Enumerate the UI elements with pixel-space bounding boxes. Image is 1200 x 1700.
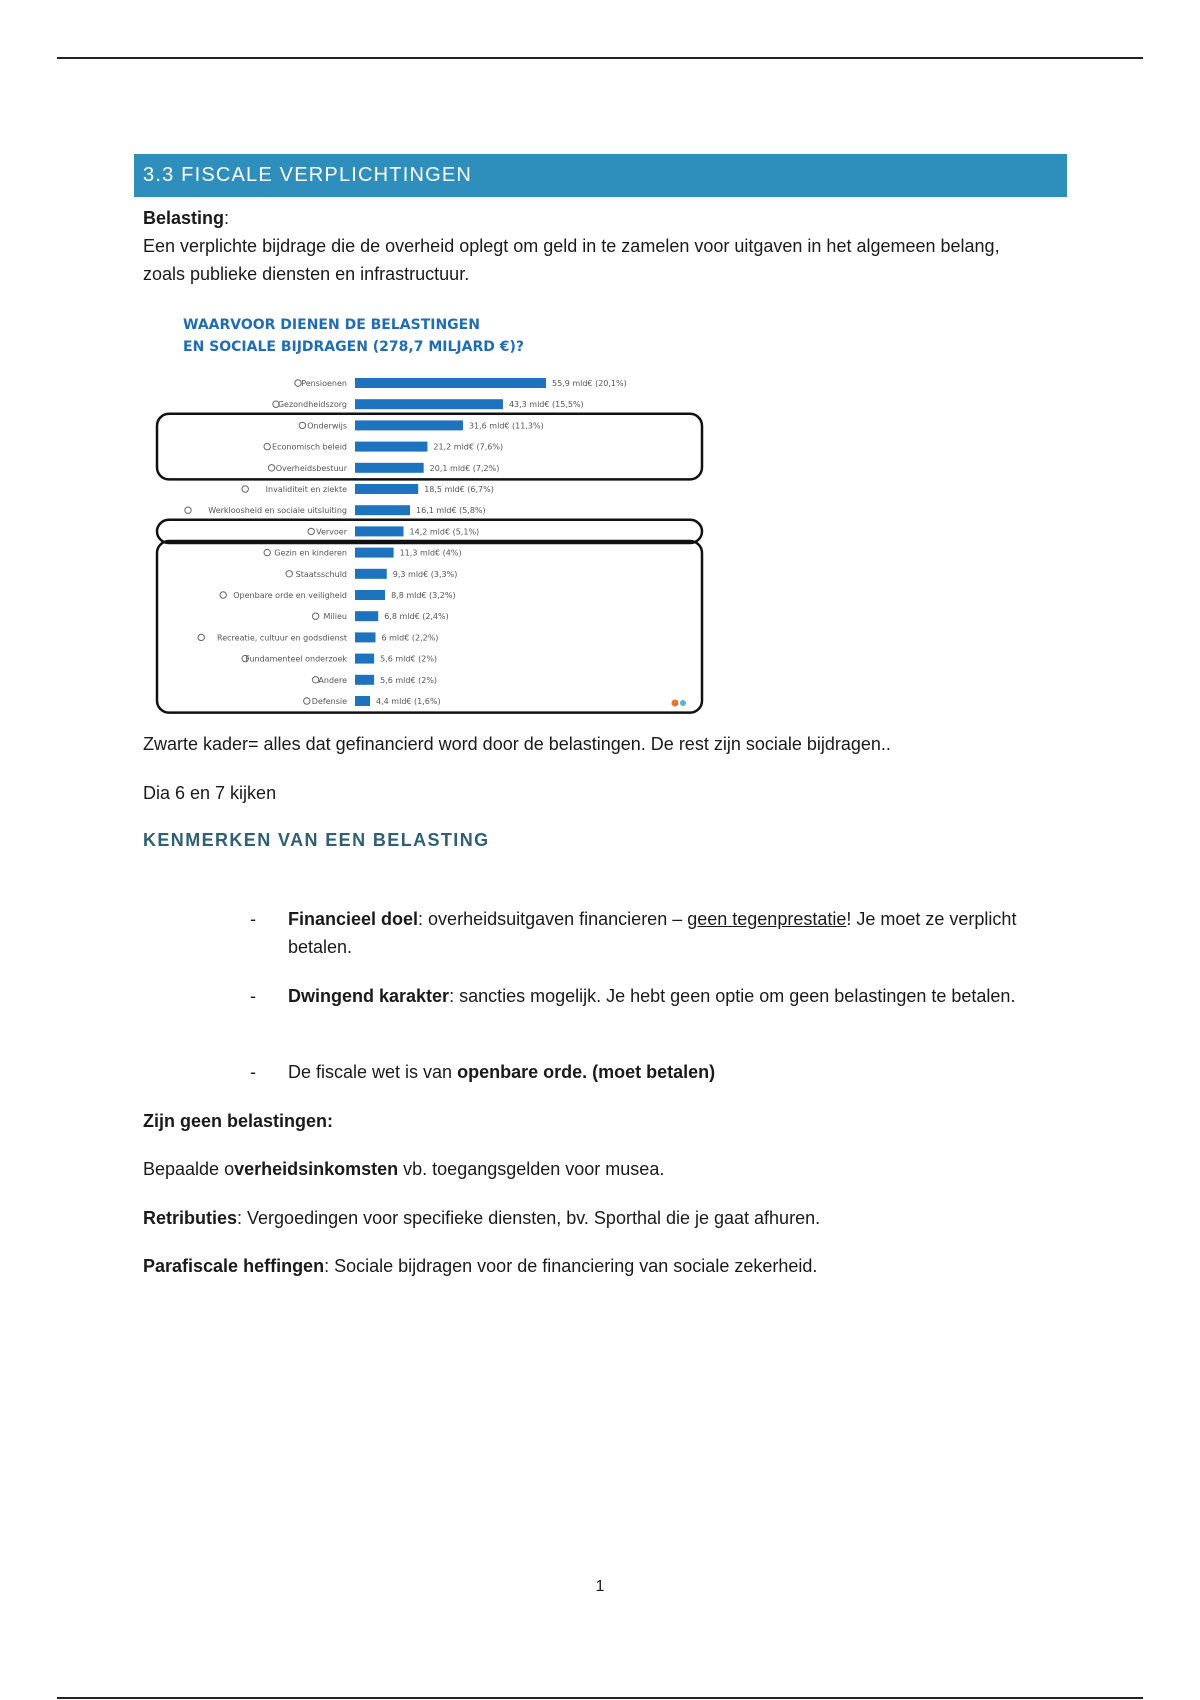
bar <box>355 654 374 664</box>
feature-text <box>288 905 1018 961</box>
feature-desc: De fiscale wet is van <box>288 1062 458 1082</box>
highlight-frame <box>157 541 702 713</box>
paragraph-parafiscale-heffingen <box>143 1252 817 1280</box>
paragraph-overheidsinkomsten <box>143 1155 664 1183</box>
feature-term: openbare orde. (moet betalen) <box>457 1062 716 1082</box>
category-label: Recreatie, cultuur en godsdienst <box>217 633 347 643</box>
bar <box>355 399 503 409</box>
category-label: Economisch beleid <box>272 442 347 452</box>
feature-underlined: geen tegenprestatie <box>687 909 847 929</box>
chart-title-line1: WAARVOOR DIENEN DE BELASTINGEN <box>183 317 480 333</box>
category-label: Defensie <box>311 697 347 706</box>
bar <box>355 590 385 600</box>
value-label: 43,3 mld€ (15,5%) <box>508 400 584 410</box>
category-icon <box>264 549 270 555</box>
category-label: Werkloosheid en sociale uitsluiting <box>208 506 347 516</box>
value-label: 11,3 mld€ (4%) <box>399 548 462 558</box>
bar <box>355 463 424 473</box>
feature-text <box>288 1058 1018 1086</box>
bar <box>355 632 376 642</box>
value-label: 6,8 mld€ (2,4%) <box>384 612 449 622</box>
category-label: Staatsschuld <box>295 569 347 579</box>
bar <box>355 696 370 706</box>
feature-term: Dwingend karakter <box>288 986 450 1006</box>
definition-text: Een verplichte bijdrage die de overheid oplegt om geld in te zamelen voor uitgaven in het algemeen belang, zoals publieke diensten en infrastructuur. <box>143 236 1000 284</box>
not-taxes-heading-text: Zijn geen belastingen: <box>143 1111 334 1131</box>
tax-spending-chart <box>155 308 715 718</box>
category-label: Andere <box>318 675 347 685</box>
value-label: 5,6 mld€ (2%) <box>380 654 438 664</box>
value-label: 20,1 mld€ (7,2%) <box>429 463 500 473</box>
bar <box>355 378 546 388</box>
bar <box>355 484 418 494</box>
value-label: 16,1 mld€ (5,8%) <box>416 506 486 516</box>
bullet-dash: - <box>250 1062 256 1082</box>
bar <box>355 526 404 536</box>
text-span: : Vergoedingen voor specifieke diensten, bv. Sporthal die je gaat afhuren. <box>237 1208 821 1228</box>
bullet-dash: - <box>250 909 256 929</box>
footer-rule <box>57 1697 1143 1699</box>
category-label: Openbare orde en veiligheid <box>233 591 347 600</box>
section-heading <box>134 154 1067 197</box>
feature-desc: : sancties mogelijk. Je hebt geen optie om geen belastingen te betalen. <box>449 986 1016 1006</box>
paragraph-retributies <box>143 1204 820 1232</box>
bar <box>355 675 374 685</box>
category-label: Vervoer <box>316 527 347 537</box>
value-label: 5,6 mld€ (2%) <box>380 675 438 685</box>
term: verheidsinkomsten <box>234 1159 399 1179</box>
term: Parafiscale heffingen <box>143 1256 325 1276</box>
source-logo-icon-2 <box>680 700 686 706</box>
category-icon <box>185 507 191 513</box>
category-label: Onderwijs <box>307 421 347 431</box>
term: Retributies <box>143 1208 238 1228</box>
category-label: Fundamenteel onderzoek <box>245 654 347 664</box>
bar <box>355 569 387 579</box>
category-icon <box>198 634 204 640</box>
feature-text <box>288 982 1018 1010</box>
value-label: 9,3 mld€ (3,3%) <box>392 569 458 579</box>
category-icon <box>299 422 305 428</box>
bar <box>355 420 463 430</box>
bullet-dash: - <box>250 986 256 1006</box>
value-label: 21,2 mld€ (7,6%) <box>433 442 504 452</box>
text-span: Bepaalde o <box>143 1159 235 1179</box>
section-title: 3.3 FISCALE VERPLICHTINGEN <box>143 164 473 186</box>
definition-term: Belasting <box>143 208 225 228</box>
value-label: 6 mld€ (2,2%) <box>381 633 439 643</box>
bar <box>355 548 394 558</box>
chart-title-line2: EN SOCIALE BIJDRAGEN (278,7 MILJARD €)? <box>183 339 524 355</box>
value-label: 8,8 mld€ (3,2%) <box>391 591 456 600</box>
category-icon <box>264 443 270 449</box>
category-icon <box>220 592 226 598</box>
value-label: 18,5 mld€ (6,7%) <box>424 485 494 494</box>
dia-note: Dia 6 en 7 kijken <box>143 783 277 803</box>
category-icon <box>268 465 274 471</box>
category-label: Milieu <box>323 612 347 622</box>
text-span: : Sociale bijdragen voor de financiering van sociale zekerheid. <box>324 1256 818 1276</box>
bar <box>355 611 378 621</box>
value-label: 4,4 mld€ (1,6%) <box>376 697 441 706</box>
header-rule <box>57 57 1143 59</box>
category-label: Overheidsbestuur <box>275 463 347 473</box>
feature-term: Financieel doel <box>288 909 419 929</box>
category-icon <box>308 528 314 534</box>
category-label: Invaliditeit en ziekte <box>265 485 347 494</box>
feature-desc-end: ! Je moet ze verplicht betalen. <box>288 909 1017 957</box>
feature-desc: : overheidsuitgaven financieren – <box>418 909 688 929</box>
category-icon <box>286 571 292 577</box>
value-label: 55,9 mld€ (20,1%) <box>551 379 627 388</box>
value-label: 31,6 mld€ (11,3%) <box>468 421 544 431</box>
definition-label <box>143 204 229 232</box>
category-label: Pensioenen <box>301 379 347 388</box>
category-label: Gezin en kinderen <box>274 548 347 558</box>
definition-colon: : <box>224 208 230 228</box>
highlight-frames <box>157 414 702 713</box>
page-number: 1 <box>595 1578 605 1595</box>
bar <box>355 505 410 515</box>
chart-caption: Zwarte kader= alles dat gefinancierd word door de belastingen. De rest zijn sociale bijdragen.. <box>143 734 891 754</box>
value-label: 14,2 mld€ (5,1%) <box>409 527 480 537</box>
source-logo-icon <box>672 700 679 707</box>
category-label: Gezondheidszorg <box>277 400 347 410</box>
category-icon <box>304 698 310 704</box>
category-icon <box>312 613 318 619</box>
not-taxes-heading <box>143 1107 333 1135</box>
bar <box>355 442 427 452</box>
category-icon <box>242 486 248 492</box>
features-heading: KENMERKEN VAN EEN BELASTING <box>143 830 490 850</box>
text-span: vb. toegangsgelden voor musea. <box>398 1159 665 1179</box>
